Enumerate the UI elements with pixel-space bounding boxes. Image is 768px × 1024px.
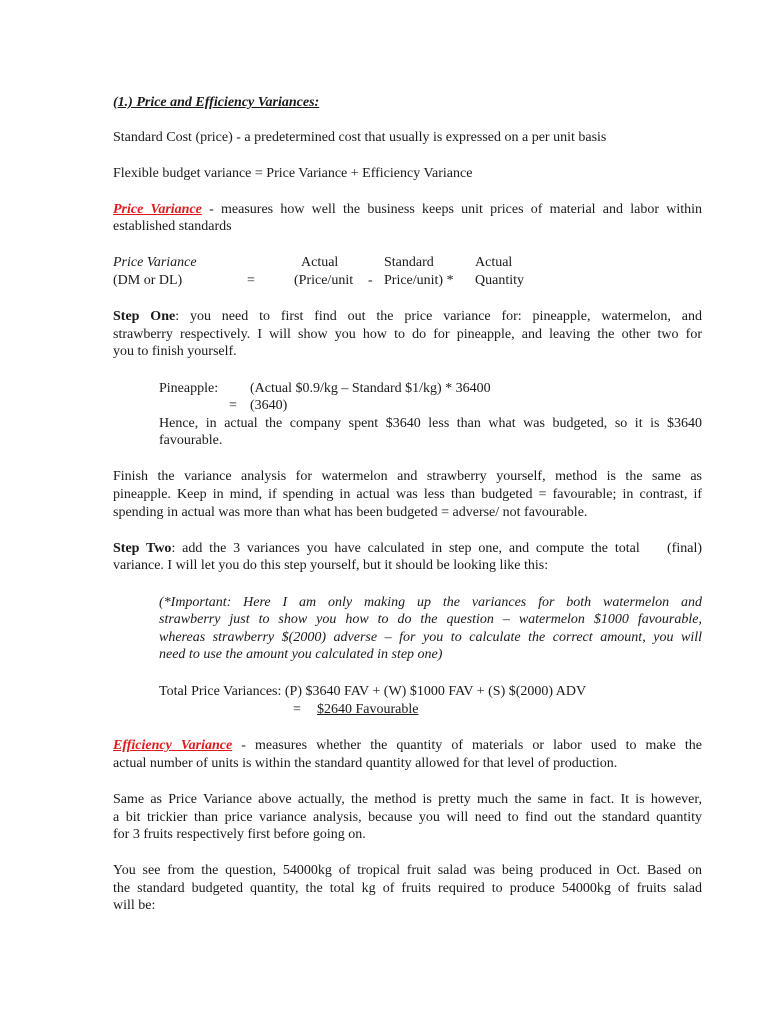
formula-equals: = — [247, 273, 255, 288]
pineapple-calc: (Actual $0.9/kg – Standard $1/kg) * 36400 — [250, 381, 491, 396]
pineapple-label: Pineapple: — [159, 381, 219, 396]
price-variance-def-line2: established standards — [113, 219, 232, 234]
finish-line1: Finish the variance analysis for watermelon and strawberry yourself, method is the same as — [113, 469, 702, 484]
pineapple-equals: = — [229, 398, 237, 413]
formula-actual-header: Actual — [301, 255, 339, 270]
step-two-line1: Step Two: add the 3 variances you have calculated in step one, and compute the total (final) — [113, 541, 702, 556]
efficiency-variance-def-line2: actual number of units is within the standard quantity allowed for that level of production. — [113, 756, 618, 771]
flexible-budget-formula: Flexible budget variance = Price Variance + Efficiency Variance — [113, 166, 473, 181]
important-note-line3: whereas strawberry $(2000) adverse – for you to calculate the correct amount, you will — [159, 630, 702, 645]
formula-actual2-header: Actual — [475, 255, 513, 270]
you-see-line2: the standard budgeted quantity, the total kg of fruits required to produce 54000kg of fruits salad — [113, 881, 702, 896]
step-one-line2: strawberry respectively. I will show you how to do for pineapple, and leaving the other two for — [113, 327, 702, 342]
finish-line2: pineapple. Keep in mind, if spending in actual was less than budgeted = favourable; in contrast, if — [113, 487, 702, 502]
price-variance-definition — [113, 201, 702, 219]
total-price-variances: Total Price Variances: (P) $3640 FAV + (W) $1000 FAV + (S) $(2000) ADV — [159, 684, 587, 699]
formula-label-1: Price Variance — [113, 255, 197, 270]
section-heading: (1.) Price and Efficiency Variances: — [113, 95, 320, 110]
formula-standard-price: Price/unit) * — [384, 273, 454, 288]
formula-label-2: (DM or DL) — [113, 273, 183, 288]
total-equals: = — [293, 702, 301, 717]
step-two-title: Step Two — [113, 541, 172, 556]
important-note-line2: strawberry just to show you how to do the question – watermelon $1000 favourable, — [159, 612, 702, 627]
price-variance-def-line1: - measures how well the business keeps unit prices of material and labor within — [201, 202, 702, 217]
efficiency-variance-term: Efficiency Variance — [113, 738, 233, 753]
formula-quantity: Quantity — [475, 273, 524, 288]
important-note-line4: need to use the amount you calculated in step one) — [159, 647, 443, 662]
finish-line3: spending in actual was more than what has been budgeted = adverse/ not favourable. — [113, 505, 588, 520]
pineapple-hence-line2: favourable. — [159, 433, 223, 448]
step-one-line3: you to finish yourself. — [113, 344, 237, 359]
step-one-title: Step One — [113, 309, 176, 324]
same-as-line2: a bit trickier than price variance analysis, because you will need to find out the standard quantity — [113, 810, 702, 825]
important-note-line1: (*Important: Here I am only making up the variances for both watermelon and — [159, 595, 702, 610]
standard-cost-definition: Standard Cost (price) - a predetermined cost that usually is expressed on a per unit basis — [113, 130, 607, 145]
pineapple-result: (3640) — [250, 398, 288, 413]
step-two-line2: variance. I will let you do this step yourself, but it should be looking like this: — [113, 558, 549, 573]
you-see-line3: will be: — [113, 898, 156, 913]
price-variance-term: Price Variance — [113, 202, 202, 217]
formula-minus: - — [368, 273, 373, 288]
efficiency-variance-definition: Efficiency Variance - measures whether the quantity of materials or labor used to make the — [113, 738, 703, 753]
formula-standard-header: Standard — [384, 255, 434, 270]
pineapple-hence-line1: Hence, in actual the company spent $3640 less than what was budgeted, so it is $3640 — [159, 416, 702, 431]
you-see-line1: You see from the question, 54000kg of tropical fruit salad was being produced in Oct. Based on — [113, 863, 702, 878]
same-as-line1: Same as Price Variance above actually, the method is pretty much the same in fact. It is however, — [113, 792, 702, 807]
same-as-line3: for 3 fruits respectively first before going on. — [113, 827, 366, 842]
total-result: $2640 Favourable — [317, 702, 419, 717]
step-one-line1: Step One: you need to first find out the price variance for: pineapple, watermelon, and — [113, 309, 702, 324]
formula-actual-price: (Price/unit — [294, 273, 354, 288]
